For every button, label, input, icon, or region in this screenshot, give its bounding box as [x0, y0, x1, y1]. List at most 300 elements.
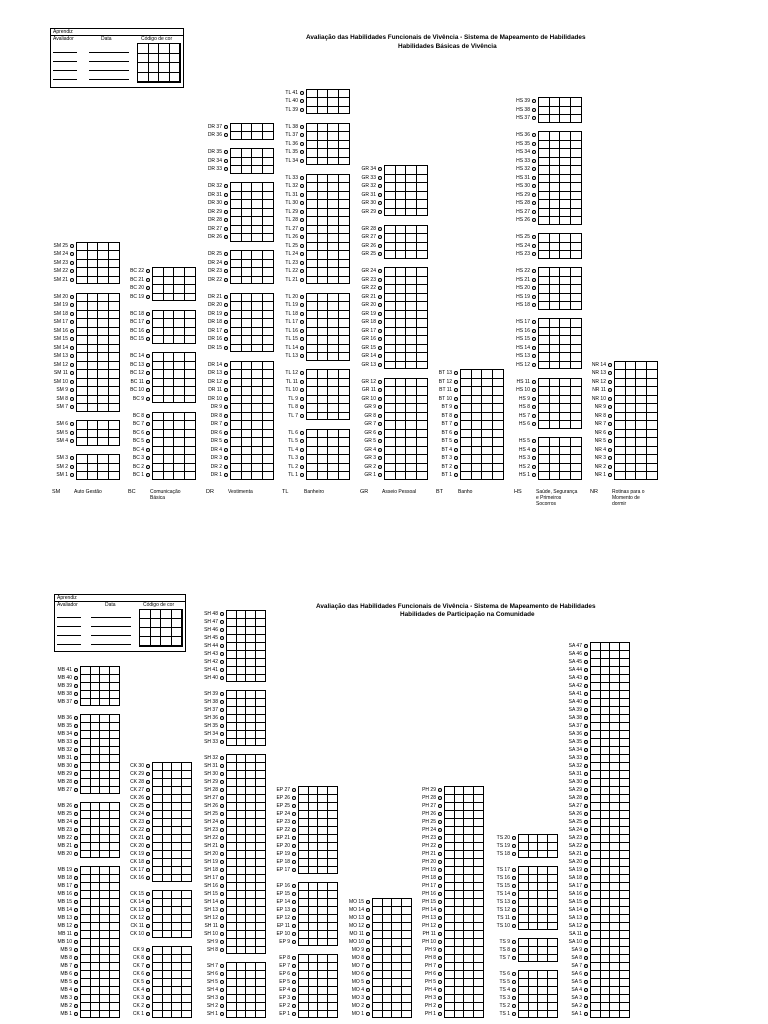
skill-grid-cell[interactable] [88, 294, 99, 302]
skill-grid-cell[interactable] [538, 995, 548, 1002]
skill-grid[interactable] [80, 914, 120, 922]
skill-grid-cell[interactable] [299, 979, 309, 986]
skill-grid-cell[interactable] [519, 891, 529, 898]
skill-grid-cell[interactable] [571, 149, 581, 157]
skill-grid-cell[interactable] [231, 158, 242, 166]
skill-marker-circle[interactable] [292, 940, 296, 944]
skill-grid[interactable] [152, 412, 196, 421]
skill-grid-cell[interactable] [237, 811, 247, 818]
skill-grid-cell[interactable] [174, 294, 185, 301]
skill-grid-cell[interactable] [474, 811, 483, 818]
skill-grid-cell[interactable] [445, 1003, 455, 1010]
skill-grid-cell[interactable] [252, 149, 263, 157]
skill-grid-cell[interactable] [77, 362, 88, 370]
skill-grid[interactable] [230, 412, 274, 421]
skill-grid-cell[interactable] [237, 987, 247, 994]
skill-grid[interactable] [538, 114, 582, 123]
skill-grid-cell[interactable] [396, 396, 407, 404]
skill-grid-cell[interactable] [172, 947, 182, 954]
skill-grid[interactable] [372, 978, 412, 986]
skill-marker-circle[interactable] [224, 303, 228, 307]
skill-grid-cell[interactable] [591, 931, 601, 938]
skill-grid-cell[interactable] [560, 336, 571, 344]
skill-grid-cell[interactable] [309, 931, 319, 938]
skill-grid-cell[interactable] [174, 268, 185, 276]
skill-grid[interactable] [614, 403, 658, 412]
skill-grid-cell[interactable] [455, 931, 465, 938]
skill-grid-cell[interactable] [328, 835, 337, 842]
skill-marker-circle[interactable] [366, 932, 370, 936]
skill-grid[interactable] [152, 842, 192, 850]
skill-grid[interactable] [306, 403, 350, 412]
skill-grid-cell[interactable] [601, 763, 611, 770]
skill-grid-cell[interactable] [185, 379, 195, 387]
skill-marker-circle[interactable] [512, 1012, 516, 1016]
skill-grid-cell[interactable] [237, 635, 247, 642]
skill-grid-cell[interactable] [591, 851, 601, 858]
skill-grid-cell[interactable] [461, 464, 472, 472]
skill-marker-circle[interactable] [584, 732, 588, 736]
skill-grid-cell[interactable] [81, 971, 91, 978]
skill-marker-circle[interactable] [300, 414, 304, 418]
skill-grid[interactable] [80, 802, 120, 810]
skill-grid[interactable] [372, 986, 412, 994]
skill-marker-circle[interactable] [300, 125, 304, 129]
skill-grid[interactable] [226, 826, 266, 834]
skill-grid-cell[interactable] [560, 149, 571, 157]
skill-marker-circle[interactable] [454, 439, 458, 443]
skill-grid-cell[interactable] [100, 667, 110, 674]
skill-grid-cell[interactable] [610, 819, 620, 826]
skill-grid-cell[interactable] [538, 867, 548, 874]
skill-grid-cell[interactable] [455, 891, 465, 898]
skill-marker-circle[interactable] [608, 371, 612, 375]
skill-grid-cell[interactable] [307, 447, 318, 455]
skill-marker-circle[interactable] [70, 388, 74, 392]
skill-grid-cell[interactable] [591, 867, 601, 874]
skill-marker-circle[interactable] [292, 908, 296, 912]
skill-grid-cell[interactable] [539, 379, 550, 387]
skill-grid-cell[interactable] [383, 1011, 393, 1017]
skill-grid-cell[interactable] [77, 336, 88, 344]
skill-grid-cell[interactable] [174, 362, 185, 370]
skill-marker-circle[interactable] [378, 201, 382, 205]
skill-grid-cell[interactable] [299, 803, 309, 810]
skill-grid[interactable] [518, 978, 558, 986]
skill-grid-cell[interactable] [550, 209, 561, 217]
skill-grid[interactable] [538, 361, 582, 370]
skill-grid-cell[interactable] [237, 851, 247, 858]
skill-grid-cell[interactable] [318, 98, 329, 106]
skill-grid-cell[interactable] [100, 915, 110, 922]
skill-grid-cell[interactable] [417, 226, 427, 234]
skill-grid-cell[interactable] [482, 447, 493, 455]
skill-marker-circle[interactable] [70, 380, 74, 384]
skill-grid-cell[interactable] [626, 455, 637, 463]
skill-grid-cell[interactable] [610, 843, 620, 850]
skill-grid-cell[interactable] [174, 438, 185, 446]
skill-grid[interactable] [152, 898, 192, 906]
skill-grid-cell[interactable] [174, 277, 185, 285]
skill-grid-cell[interactable] [153, 336, 164, 343]
skill-marker-circle[interactable] [146, 948, 150, 952]
skill-grid-cell[interactable] [91, 843, 101, 850]
skill-grid[interactable] [80, 938, 120, 946]
skill-grid[interactable] [306, 233, 350, 242]
skill-grid-cell[interactable] [153, 891, 163, 898]
skill-grid-cell[interactable] [91, 787, 101, 793]
skill-grid-cell[interactable] [406, 413, 417, 421]
skill-grid-cell[interactable] [88, 438, 99, 445]
skill-grid[interactable] [590, 730, 630, 738]
skill-grid-cell[interactable] [246, 611, 256, 618]
skill-grid-cell[interactable] [339, 200, 349, 208]
skill-grid-cell[interactable] [246, 971, 256, 978]
skill-grid[interactable] [152, 1010, 192, 1018]
skill-grid-cell[interactable] [406, 311, 417, 319]
skill-marker-circle[interactable] [608, 448, 612, 452]
skill-grid-cell[interactable] [299, 995, 309, 1002]
skill-grid-cell[interactable] [620, 875, 629, 882]
skill-grid[interactable] [460, 412, 504, 421]
skill-grid[interactable] [152, 437, 196, 446]
skill-grid-cell[interactable] [100, 827, 110, 834]
skill-grid-cell[interactable] [299, 819, 309, 826]
skill-grid[interactable] [460, 429, 504, 438]
skill-grid-cell[interactable] [328, 404, 339, 412]
skill-grid[interactable] [306, 395, 350, 404]
skill-marker-circle[interactable] [512, 996, 516, 1000]
skill-grid-cell[interactable] [620, 963, 629, 970]
skill-grid-cell[interactable] [539, 268, 550, 276]
skill-grid-cell[interactable] [328, 370, 339, 378]
skill-grid[interactable] [518, 946, 558, 954]
skill-grid[interactable] [152, 378, 196, 387]
skill-grid-cell[interactable] [406, 362, 417, 369]
skill-grid[interactable] [444, 842, 484, 850]
skill-grid-cell[interactable] [252, 370, 263, 378]
skill-grid-cell[interactable] [81, 899, 91, 906]
skill-marker-circle[interactable] [70, 295, 74, 299]
skill-grid-cell[interactable] [242, 396, 253, 404]
skill-grid[interactable] [152, 994, 192, 1002]
skill-grid-cell[interactable] [242, 217, 253, 225]
skill-grid-cell[interactable] [109, 328, 119, 336]
skill-grid-cell[interactable] [246, 643, 256, 650]
skill-marker-circle[interactable] [74, 964, 78, 968]
skill-marker-circle[interactable] [300, 439, 304, 443]
skill-marker-circle[interactable] [70, 405, 74, 409]
skill-grid-cell[interactable] [601, 675, 611, 682]
skill-grid[interactable] [298, 794, 338, 802]
skill-grid-cell[interactable] [620, 1011, 629, 1017]
skill-grid-cell[interactable] [81, 931, 91, 938]
skill-grid-cell[interactable] [81, 835, 91, 842]
skill-grid-cell[interactable] [153, 285, 164, 293]
skill-grid-cell[interactable] [464, 939, 474, 946]
skill-marker-circle[interactable] [220, 1004, 224, 1008]
skill-grid-cell[interactable] [263, 166, 273, 173]
skill-marker-circle[interactable] [584, 932, 588, 936]
skill-grid-cell[interactable] [455, 995, 465, 1002]
skill-grid-cell[interactable] [174, 387, 185, 395]
skill-grid-cell[interactable] [110, 1003, 119, 1010]
skill-grid-cell[interactable] [560, 447, 571, 455]
skill-grid-cell[interactable] [81, 875, 91, 882]
skill-grid[interactable] [226, 762, 266, 770]
skill-grid-cell[interactable] [153, 851, 163, 858]
skill-grid[interactable] [152, 866, 192, 874]
skill-grid-cell[interactable] [328, 132, 339, 140]
skill-grid[interactable] [590, 842, 630, 850]
skill-grid-cell[interactable] [529, 1003, 539, 1010]
skill-grid-cell[interactable] [472, 370, 483, 378]
skill-grid[interactable] [590, 706, 630, 714]
skill-marker-circle[interactable] [438, 828, 442, 832]
skill-grid-cell[interactable] [100, 907, 110, 914]
skill-grid-cell[interactable] [472, 472, 483, 479]
skill-grid-cell[interactable] [263, 268, 273, 276]
skill-marker-circle[interactable] [378, 405, 382, 409]
skill-grid[interactable] [306, 89, 350, 98]
skill-marker-circle[interactable] [584, 804, 588, 808]
skill-grid[interactable] [226, 946, 266, 954]
skill-grid[interactable] [444, 834, 484, 842]
skill-grid-cell[interactable] [299, 923, 309, 930]
skill-grid-cell[interactable] [482, 438, 493, 446]
skill-grid-cell[interactable] [636, 438, 647, 446]
skill-marker-circle[interactable] [584, 724, 588, 728]
skill-grid-cell[interactable] [328, 915, 337, 922]
skill-grid[interactable] [298, 930, 338, 938]
skill-grid-cell[interactable] [610, 779, 620, 786]
skill-grid-cell[interactable] [591, 779, 601, 786]
skill-grid[interactable] [538, 284, 582, 293]
skill-grid[interactable] [306, 335, 350, 344]
skill-grid-cell[interactable] [252, 447, 263, 455]
skill-grid-cell[interactable] [88, 404, 99, 411]
skill-grid-cell[interactable] [571, 166, 581, 174]
skill-grid-cell[interactable] [163, 947, 173, 954]
skill-marker-circle[interactable] [146, 868, 150, 872]
skill-grid-cell[interactable] [550, 413, 561, 421]
skill-marker-circle[interactable] [512, 900, 516, 904]
skill-grid[interactable] [306, 123, 350, 132]
skill-grid-cell[interactable] [263, 302, 273, 310]
skill-grid[interactable] [298, 866, 338, 874]
skill-grid[interactable] [152, 874, 192, 882]
skill-grid-cell[interactable] [455, 923, 465, 930]
skill-grid[interactable] [384, 395, 428, 404]
skill-grid-cell[interactable] [571, 387, 581, 395]
skill-grid-cell[interactable] [445, 795, 455, 802]
skill-grid-cell[interactable] [174, 319, 185, 327]
skill-grid-cell[interactable] [620, 811, 629, 818]
skill-grid[interactable] [444, 858, 484, 866]
skill-marker-circle[interactable] [146, 431, 150, 435]
skill-grid[interactable] [230, 429, 274, 438]
skill-grid-cell[interactable] [373, 1003, 383, 1010]
skill-grid-cell[interactable] [328, 234, 339, 242]
skill-grid-cell[interactable] [339, 226, 349, 234]
skill-grid-cell[interactable] [538, 907, 548, 914]
skill-grid-cell[interactable] [464, 827, 474, 834]
skill-marker-circle[interactable] [224, 312, 228, 316]
skill-grid-cell[interactable] [636, 379, 647, 387]
skill-marker-circle[interactable] [220, 876, 224, 880]
skill-grid-cell[interactable] [626, 464, 637, 472]
skill-grid-cell[interactable] [109, 404, 119, 411]
skill-grid-cell[interactable] [461, 472, 472, 479]
skill-grid-cell[interactable] [571, 268, 581, 276]
skill-grid-cell[interactable] [174, 336, 185, 343]
skill-grid-cell[interactable] [77, 455, 88, 463]
skill-marker-circle[interactable] [292, 860, 296, 864]
skill-grid[interactable] [230, 437, 274, 446]
skill-grid-cell[interactable] [464, 875, 474, 882]
skill-grid-cell[interactable] [91, 683, 101, 690]
skill-grid-cell[interactable] [299, 955, 309, 962]
skill-marker-circle[interactable] [584, 924, 588, 928]
skill-grid-cell[interactable] [110, 827, 119, 834]
skill-marker-circle[interactable] [74, 908, 78, 912]
skill-grid-cell[interactable] [100, 675, 110, 682]
skill-grid-cell[interactable] [182, 811, 191, 818]
skill-marker-circle[interactable] [146, 397, 150, 401]
skill-grid-cell[interactable] [601, 867, 611, 874]
skill-grid[interactable] [152, 1002, 192, 1010]
skill-grid-cell[interactable] [328, 268, 339, 276]
skill-marker-circle[interactable] [584, 916, 588, 920]
skill-grid-cell[interactable] [237, 979, 247, 986]
skill-grid-cell[interactable] [237, 971, 247, 978]
skill-grid-cell[interactable] [373, 979, 383, 986]
skill-grid-cell[interactable] [174, 464, 185, 472]
skill-grid-cell[interactable] [548, 1011, 557, 1017]
skill-grid-cell[interactable] [109, 472, 119, 479]
skill-grid-cell[interactable] [164, 379, 175, 387]
skill-marker-circle[interactable] [70, 312, 74, 316]
skill-grid-cell[interactable] [100, 699, 110, 705]
skill-grid-cell[interactable] [185, 277, 195, 285]
skill-grid-cell[interactable] [98, 243, 109, 251]
skill-grid-cell[interactable] [482, 464, 493, 472]
skill-grid-cell[interactable] [417, 438, 427, 446]
skill-marker-circle[interactable] [224, 465, 228, 469]
skill-marker-circle[interactable] [224, 269, 228, 273]
skill-grid-cell[interactable] [256, 867, 265, 874]
skill-grid-cell[interactable] [227, 787, 237, 794]
skill-grid-cell[interactable] [626, 447, 637, 455]
skill-grid-cell[interactable] [560, 183, 571, 191]
skill-grid[interactable] [538, 318, 582, 327]
skill-marker-circle[interactable] [378, 252, 382, 256]
skill-grid-cell[interactable] [550, 302, 561, 309]
skill-grid-cell[interactable] [263, 192, 273, 200]
skill-grid[interactable] [152, 284, 196, 293]
skill-grid-cell[interactable] [539, 192, 550, 200]
skill-grid[interactable] [298, 906, 338, 914]
skill-grid-cell[interactable] [406, 175, 417, 183]
skill-grid-cell[interactable] [307, 277, 318, 284]
skill-grid-cell[interactable] [109, 387, 119, 395]
skill-grid-cell[interactable] [153, 430, 164, 438]
skill-grid-cell[interactable] [109, 430, 119, 438]
skill-grid-cell[interactable] [256, 659, 265, 666]
skill-grid-cell[interactable] [591, 835, 601, 842]
skill-grid[interactable] [152, 922, 192, 930]
skill-marker-circle[interactable] [74, 780, 78, 784]
skill-grid-cell[interactable] [461, 379, 472, 387]
skill-grid[interactable] [80, 690, 120, 698]
skill-grid[interactable] [80, 978, 120, 986]
skill-grid[interactable] [76, 463, 120, 472]
skill-grid-cell[interactable] [256, 947, 265, 953]
skill-grid-cell[interactable] [392, 931, 402, 938]
skill-grid-cell[interactable] [231, 200, 242, 208]
skill-grid-cell[interactable] [539, 251, 550, 258]
skill-grid-cell[interactable] [81, 955, 91, 962]
skill-grid-cell[interactable] [227, 851, 237, 858]
skill-grid[interactable] [614, 454, 658, 463]
skill-grid-cell[interactable] [396, 251, 407, 258]
skill-grid-cell[interactable] [472, 464, 483, 472]
skill-grid[interactable] [76, 454, 120, 463]
skill-grid-cell[interactable] [246, 923, 256, 930]
skill-grid-cell[interactable] [263, 226, 273, 234]
skill-grid-cell[interactable] [263, 132, 273, 139]
skill-marker-circle[interactable] [584, 772, 588, 776]
skill-grid-cell[interactable] [98, 370, 109, 378]
skill-marker-circle[interactable] [300, 346, 304, 350]
skill-grid-cell[interactable] [464, 907, 474, 914]
skill-grid[interactable] [230, 463, 274, 472]
skill-marker-circle[interactable] [512, 972, 516, 976]
skill-grid-cell[interactable] [610, 987, 620, 994]
skill-grid-cell[interactable] [227, 995, 237, 1002]
skill-grid-cell[interactable] [455, 955, 465, 962]
skill-grid-cell[interactable] [571, 200, 581, 208]
skill-grid-cell[interactable] [392, 915, 402, 922]
skill-grid[interactable] [226, 634, 266, 642]
skill-marker-circle[interactable] [300, 142, 304, 146]
skill-grid-cell[interactable] [406, 379, 417, 387]
skill-grid[interactable] [76, 420, 120, 429]
skill-grid-cell[interactable] [529, 891, 539, 898]
skill-grid-cell[interactable] [263, 413, 273, 421]
skill-marker-circle[interactable] [74, 772, 78, 776]
skill-grid[interactable] [590, 930, 630, 938]
skill-grid-cell[interactable] [110, 843, 119, 850]
skill-grid-cell[interactable] [98, 268, 109, 276]
skill-marker-circle[interactable] [74, 836, 78, 840]
skill-grid-cell[interactable] [339, 251, 349, 259]
skill-grid-cell[interactable] [610, 755, 620, 762]
skill-marker-circle[interactable] [438, 812, 442, 816]
skill-grid-cell[interactable] [164, 464, 175, 472]
skill-grid-cell[interactable] [91, 827, 101, 834]
skill-grid-cell[interactable] [98, 302, 109, 310]
skill-grid[interactable] [384, 463, 428, 472]
skill-grid-cell[interactable] [482, 387, 493, 395]
skill-grid-cell[interactable] [110, 691, 119, 698]
skill-grid-cell[interactable] [328, 867, 337, 873]
skill-marker-circle[interactable] [292, 804, 296, 808]
skill-marker-circle[interactable] [220, 908, 224, 912]
skill-grid-cell[interactable] [109, 243, 119, 251]
skill-grid-cell[interactable] [610, 891, 620, 898]
skill-grid-cell[interactable] [339, 336, 349, 344]
